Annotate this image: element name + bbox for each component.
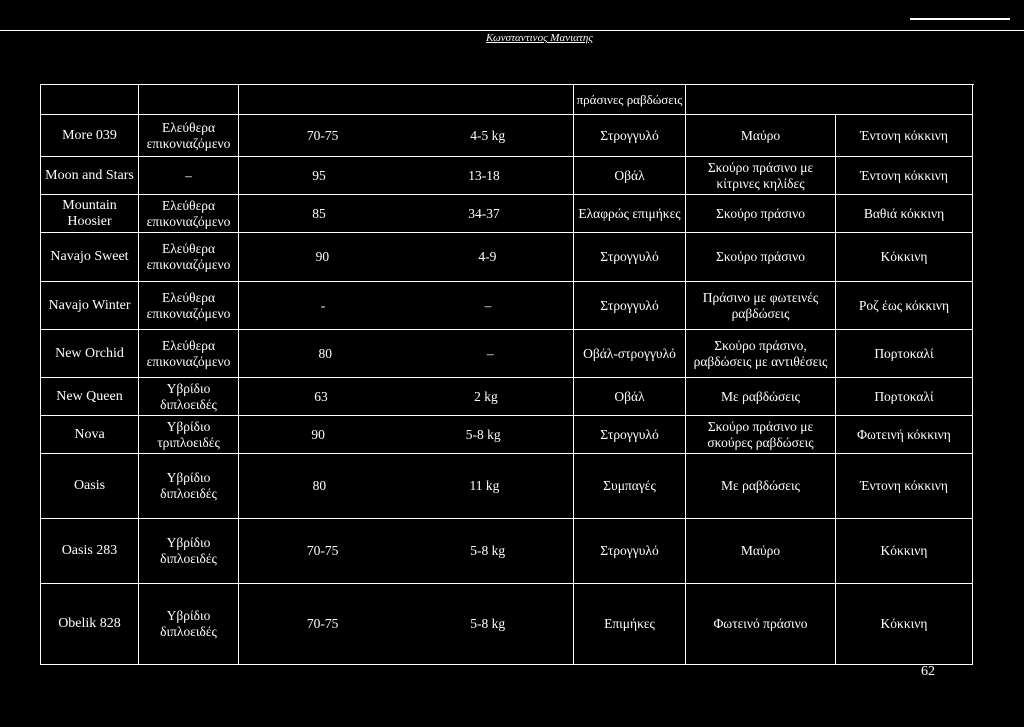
value-cell: Μαύρο: [686, 115, 836, 157]
value-cell: 34-37: [468, 205, 500, 221]
value-group-cell: [239, 282, 574, 330]
continuation-cell: πράσινες ραβδώσεις: [574, 85, 686, 115]
value-cell: Έντονη κόκκινη: [836, 454, 973, 519]
table-row: [41, 330, 973, 378]
author-header: Κωνσταντινος Μανιατης: [486, 32, 593, 44]
variety-name-cell: Navajo Winter: [41, 282, 139, 330]
value-cell: Έντονη κόκκινη: [836, 157, 973, 195]
variety-name-cell: Obelik 828: [41, 584, 139, 665]
variety-name-cell: Oasis 283: [41, 519, 139, 584]
variety-category-cell: Ελεύθερα επικονιαζόμενο: [139, 195, 239, 233]
variety-category-cell: Υβρίδιο τριπλοειδές: [139, 416, 239, 454]
value-group-cell: [239, 416, 574, 454]
table-row: [41, 115, 973, 157]
value-cell: Σκούρο πράσινο με σκούρες ραβδώσεις: [686, 416, 836, 454]
value-cell: 90: [311, 426, 325, 442]
value-cell: Στρογγυλό: [574, 519, 686, 584]
value-group-cell: [239, 519, 574, 584]
variety-category-cell: Υβρίδιο διπλοειδές: [139, 378, 239, 416]
value-cell: Μαύρο: [686, 519, 836, 584]
value-cell: 80: [318, 345, 332, 361]
value-pair: [241, 543, 571, 559]
value-cell: Φωτεινό πράσινο: [686, 584, 836, 665]
value-cell: Πορτοκαλί: [836, 378, 973, 416]
variety-name-cell: New Queen: [41, 378, 139, 416]
value-pair: [241, 249, 571, 265]
variety-category-cell: –: [139, 157, 239, 195]
variety-category-cell: Υβρίδιο διπλοειδές: [139, 584, 239, 665]
value-cell: 4-9: [478, 249, 497, 264]
table-row: [41, 233, 973, 282]
value-cell: Κόκκινη: [836, 233, 973, 282]
value-cell: Στρογγυλό: [574, 115, 686, 157]
value-cell: 11 kg: [469, 478, 500, 493]
variety-name-cell: Mountain Hoosier: [41, 195, 139, 233]
value-pair: [241, 298, 571, 314]
value-cell: Με ραβδώσεις: [686, 378, 836, 416]
value-group-cell: [239, 454, 574, 519]
value-cell: 5-8 kg: [470, 616, 506, 631]
category-cell: [139, 85, 239, 115]
value-cell: 13-18: [468, 167, 500, 183]
value-cell: Βαθιά κόκκινη: [836, 195, 973, 233]
value-cell: Ελαφρώς επιμήκες: [574, 195, 686, 233]
value-group-cell: [239, 157, 574, 195]
varieties-table: [40, 84, 973, 665]
value-cell: Σκούρο πράσινο: [686, 195, 836, 233]
value-cell: Οβάλ: [574, 157, 686, 195]
value-group-cell: [239, 195, 574, 233]
value-group-cell: [239, 378, 574, 416]
table-row: [41, 454, 973, 519]
variety-name-cell: Nova: [41, 416, 139, 454]
value-cell: 95: [312, 167, 326, 183]
value-cell: Με ραβδώσεις: [686, 454, 836, 519]
variety-category-cell: Ελεύθερα επικονιαζόμενο: [139, 330, 239, 378]
value-cell: 2 kg: [474, 388, 498, 404]
variety-name-cell: New Orchid: [41, 330, 139, 378]
table-row: [41, 519, 973, 584]
table-row-continuation: [41, 85, 973, 115]
table-row: [41, 195, 973, 233]
value-cell: Στρογγυλό: [574, 282, 686, 330]
value-cell: Σκούρο πράσινο: [686, 233, 836, 282]
variety-name-cell: Moon and Stars: [41, 157, 139, 195]
value-pair: [241, 346, 571, 362]
table-row: [41, 416, 973, 454]
value-pair: [241, 616, 571, 632]
top-rule: [910, 18, 1010, 20]
variety-category-cell: Υβρίδιο διπλοειδές: [139, 454, 239, 519]
value-cell: 5-8 kg: [470, 543, 506, 558]
value-cell: 80: [312, 478, 327, 493]
table-row: [41, 282, 973, 330]
value-cell: 70-75: [306, 127, 339, 143]
value-cell: Στρογγυλό: [574, 416, 686, 454]
value-cell: 4-5 kg: [470, 127, 506, 143]
value-cell: 90: [315, 249, 330, 264]
value-pair: [241, 168, 571, 184]
value-cell: Έντονη κόκκινη: [836, 115, 973, 157]
value-pair: [241, 478, 571, 494]
variety-name-cell: Oasis: [41, 454, 139, 519]
page-number: 62: [921, 664, 935, 679]
value-cell: Κόκκινη: [836, 584, 973, 665]
value-cell: Οβάλ: [574, 378, 686, 416]
value-cell: Σκούρο πράσινο, ραβδώσεις με αντιθέσεις: [686, 330, 836, 378]
value-group-cell: [239, 233, 574, 282]
value-cell: Ροζ έως κόκκινη: [836, 282, 973, 330]
table-row: [41, 157, 973, 195]
value-pair: [241, 389, 571, 405]
value-cell: Φωτεινή κόκκινη: [836, 416, 973, 454]
value-pair: [241, 206, 571, 222]
value-cell: 70-75: [306, 543, 339, 558]
variety-category-cell: Ελεύθερα επικονιαζόμενο: [139, 115, 239, 157]
table-row: [41, 584, 973, 665]
value-cell: Κόκκινη: [836, 519, 973, 584]
value-cell: Επιμήκες: [574, 584, 686, 665]
variety-category-cell: Ελεύθερα επικονιαζόμενο: [139, 233, 239, 282]
value-cell: Πράσινο με φωτεινές ραβδώσεις: [686, 282, 836, 330]
value-cell: –: [486, 345, 494, 361]
value-cell: 63: [314, 388, 328, 404]
value-cell: 85: [312, 205, 326, 221]
name-cell: [41, 85, 139, 115]
value-pair: [241, 128, 571, 144]
variety-name-cell: Navajo Sweet: [41, 233, 139, 282]
table-row: [41, 378, 973, 416]
spacer-cell: [686, 85, 973, 115]
spacer-cell: [239, 85, 574, 115]
value-group-cell: [239, 115, 574, 157]
value-cell: 5-8 kg: [465, 426, 501, 442]
value-cell: –: [484, 297, 492, 313]
header-line: [0, 30, 1024, 31]
variety-category-cell: Ελεύθερα επικονιαζόμενο: [139, 282, 239, 330]
value-cell: Οβάλ-στρογγυλό: [574, 330, 686, 378]
value-group-cell: [239, 584, 574, 665]
value-cell: Πορτοκαλί: [836, 330, 973, 378]
value-cell: -: [320, 297, 326, 313]
variety-category-cell: Υβρίδιο διπλοειδές: [139, 519, 239, 584]
value-pair: [241, 427, 571, 443]
value-cell: Σκούρο πράσινο με κίτρινες κηλίδες: [686, 157, 836, 195]
value-cell: Στρογγυλό: [574, 233, 686, 282]
value-group-cell: [239, 330, 574, 378]
variety-name-cell: More 039: [41, 115, 139, 157]
value-cell: Συμπαγές: [574, 454, 686, 519]
value-cell: 70-75: [306, 616, 339, 631]
